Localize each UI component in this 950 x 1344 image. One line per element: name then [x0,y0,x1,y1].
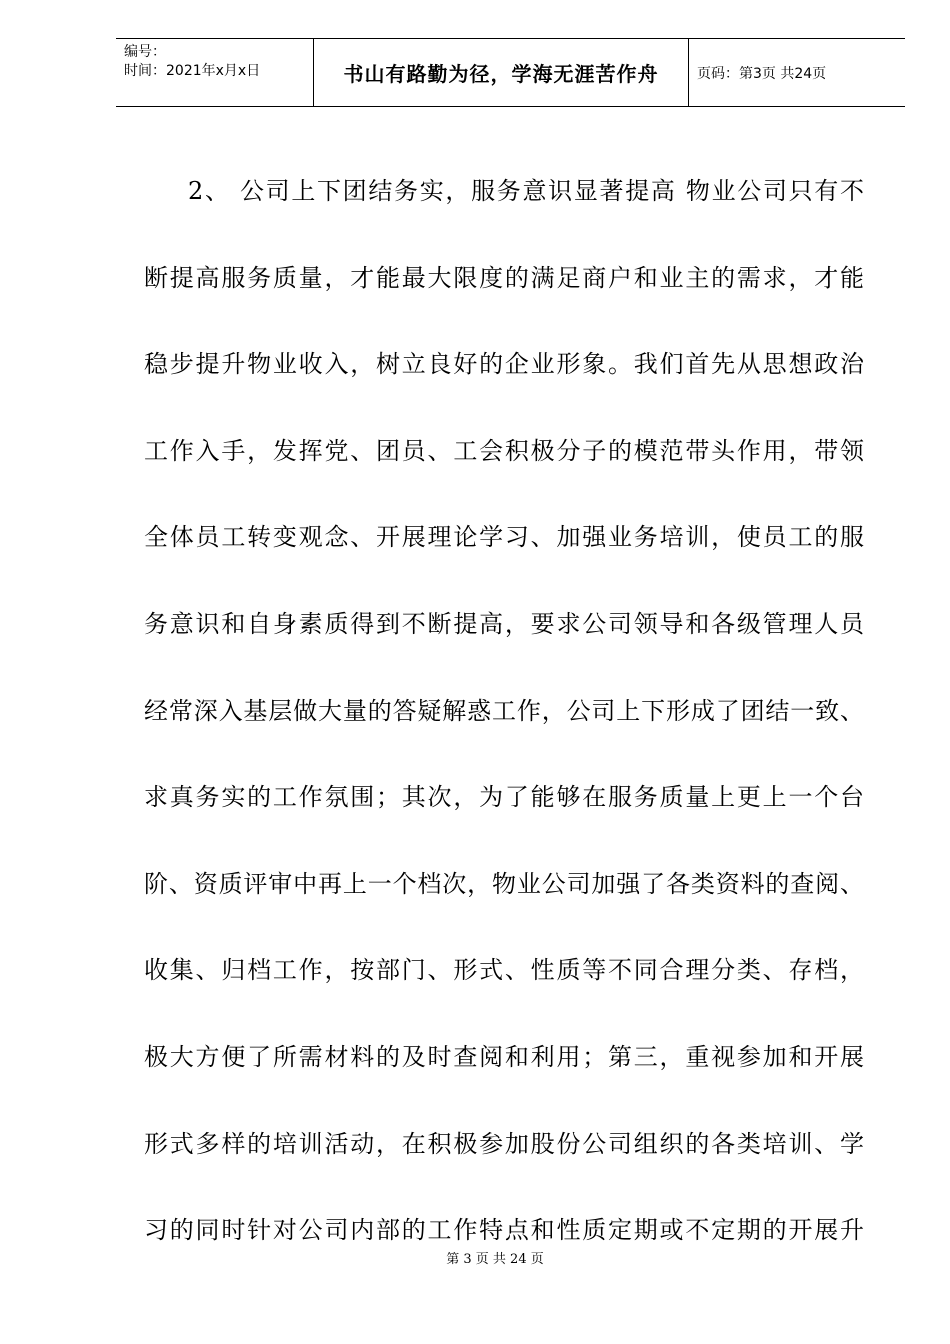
body-line: 稳步提升物业收入，树立良好的企业形象。我们首先从思想政治 [144,350,864,379]
document-header [116,38,905,107]
body-line: 形式多样的培训活动，在积极参加股份公司组织的各类培训、学 [144,1129,864,1158]
body-line: 极大方便了所需材料的及时查阅和利用；第三，重视参加和开展 [144,1042,864,1071]
body-line: 务意识和自身素质得到不断提高，要求公司领导和各级管理人员 [144,609,864,638]
body-line: 阶、资质评审中再上一个档次，物业公司加强了各类资料的查阅、 [144,869,864,898]
body-line: 断提高服务质量，才能最大限度的满足商户和业主的需求，才能 [144,263,864,292]
document-body [144,148,864,1274]
body-line: 收集、归档工作，按部门、形式、性质等不同合理分类、存档， [144,956,864,985]
page-footer: 第 3 页 共 24 页 [446,1252,544,1267]
body-line: 求真务实的工作氛围；其次，为了能够在服务质量上更上一个台 [144,783,864,812]
body-line: 习的同时针对公司内部的工作特点和性质定期或不定期的开展升 [144,1216,864,1245]
body-line: 2、 公司上下团结务实，服务意识显著提高 物业公司只有不 [188,177,864,205]
header-meta-cell [116,39,314,106]
body-line: 经常深入基层做大量的答疑解惑工作，公司上下形成了团结一致、 [144,696,864,725]
body-line: 工作入手，发挥党、团员、工会积极分子的模范带头作用，带领 [144,436,864,465]
date-label: 时间：2021年x月x日 [124,63,261,79]
header-page-info: 页码：第3页 共24页 [697,65,827,82]
header-motto: 书山有路勤为径，学海无涯苦作舟 [314,39,689,106]
body-line: 全体员工转变观念、开展理论学习、加强业务培训，使员工的服 [144,523,864,552]
serial-number-label: 编号： [124,44,166,60]
